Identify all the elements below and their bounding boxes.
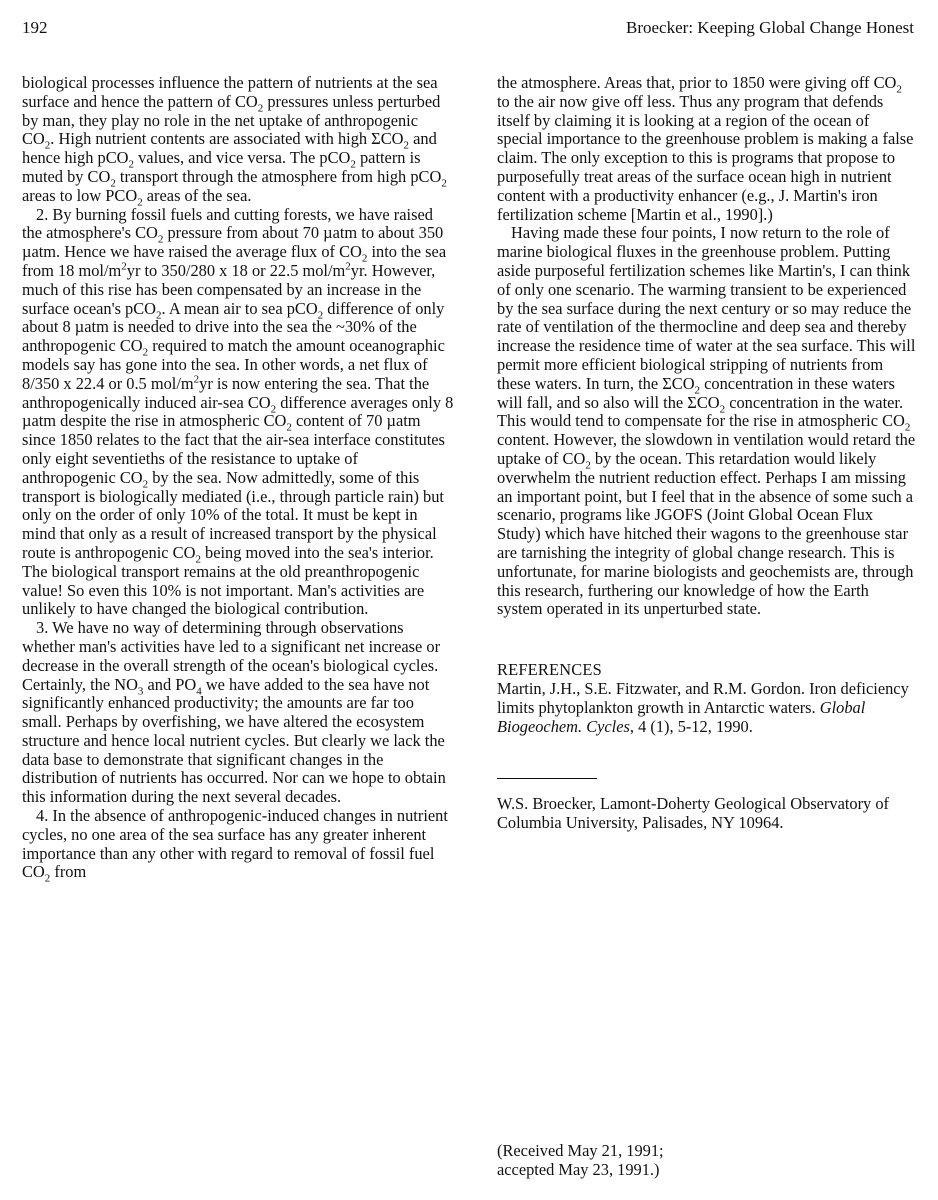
paragraph-continued: biological processes influence the pattern of nutrients at the sea surface and hence the pattern of $CO_2$ pressures unless perturbed by man, they play no role in the net uptake of anthropogenic $CO_2$. High nutrient contents are associated with high $\Sigma CO_2$ and hence high pCO$_2$ values, and vice versa. The pCO$_2$ pattern is muted by $CO_2$ transport through the atmosphere from high pCO$_2$ areas to low $PCO_2$ areas of the sea. [22, 73, 447, 209]
paragraph-scenario: Having made these four points, I now return to the role of marine biological fluxes in the greenhouse problem. Putting aside purposeful fertilization schemes like Martin's, I can think of only one scenario. The warming transient to be experienced by the sea surface during the next century or so may reduce the rate of ventilation of the thermocline and deep sea and thereby increase the residence time of water at the sea surface. This will permit more efficient biological stripping of nutrients from these waters. In turn, the $\Sigma CO_2$ concentration in these waters will fall, and so also will the $\Sigma CO_2$ concentration in the water. This would tend to compensate for the rise in atmospheric $CO_2$ content. However, the slowdown in ventilation would retard the uptake of $CO_2$ by the ocean. This retardation would likely overwhelm the nutrient reduction effect. Perhaps I am missing an important point, but I feel that in the absence of some such a scenario, programs like JGOFS (Joint Global Ocean Flux Study) which have hitched their wagons to the greenhouse star are tarnishing the integrity of global change research. This is unfortunate, for marine biologists and geochemists are, through this research, furthering our knowledge of how the Earth system operated in its unperturbed state. [497, 223, 916, 619]
paragraph-continued-right: the atmosphere. Areas that, prior to 1850 were giving off $CO_2$ to the air now give off less. Thus any program that defends itself by claiming it is looking at a region of the ocean of special importance to the greenhouse problem is making a false claim. The only exception to this is programs that propose to purposefully treat areas of the surface ocean high in nutrient content with a productivity enhancer (e.g., J. Martin's iron fertilization scheme [Martin et al., 1990].) [497, 73, 914, 224]
journal-title: Global Biogeochem. Cycles [497, 697, 866, 736]
received-dates: (Received May 21, 1991; accepted May 23, 1991.) [497, 1141, 664, 1179]
page-number: 192 [22, 18, 48, 37]
references-heading: REFERENCES [497, 660, 602, 680]
page-header [22, 18, 914, 40]
right-column [497, 74, 917, 833]
paragraph-point-4: 4. In the absence of anthropogenic-induced changes in nutrient cycles, no one area of the sea surface has any greater inherent importance than any other with regard to removal of fossil fuel $CO_2$ from [22, 806, 448, 885]
paragraph-point-2: 2. By burning fossil fuels and cutting forests, we have raised the atmosphere's $CO_2$ pressure from about 70 µatm to about 350 µatm. Hence we have raised the average flux of $CO_2$ into the sea from 18 mol/$m^2yr$ to 350/280 x 18 or 22.5 mol/$m^2yr$. However, much of this rise has been compensated by an increase in the surface ocean's pCO$_2$. A mean air to sea pCO$_2$ difference of only about 8 µatm is needed to drive into the sea the ~30% of the anthropogenic $CO_2$ required to match the amount oceanographic models say has gone into the sea. In other words, a net flux of 8/350 x 22.4 or 0.5 mol/$m^2yr$ is now entering the sea. That the anthropogenically induced air-sea $CO_2$ difference averages only 8 µatm despite the rise in atmospheric $CO_2$ content of 70 µatm since 1850 relates to the fact that the air-sea interface constitutes only eight seventieths of the resistance to uptake of anthropogenic $CO_2$ by the sea. Now admittedly, some of this transport is biologically mediated (i.e., through particle rain) but only on the order of only 10% of the total. It must be kept in mind that only as a result of increased transport by the physical route is anthropogenic $CO_2$ being moved into the sea's interior. The biological transport remains at the old preanthropogenic value! So even this 10% is not important. Man's activities are unlikely to have changed the biological contribution. [22, 204, 454, 619]
running-title: Broecker: Keeping Global Change Honest [626, 18, 914, 37]
author-affiliation: W.S. Broecker, Lamont-Doherty Geological Observatory of Columbia University, Palisades, NY 10964. [497, 794, 889, 833]
footnote-rule [497, 778, 597, 779]
left-column [22, 73, 454, 885]
reference-entry: Martin, J.H., S.E. Fitzwater, and R.M. Gordon. Iron deficiency limits phytoplankton growth in Antarctic waters. Global Biogeochem. Cycles, 4 (1), 5-12, 1990. [497, 678, 909, 736]
paragraph-point-3: 3. We have no way of determining through observations whether man's activities have led to a significant net increase or decrease in the overall strength of the ocean's biological cycles. Certainly, the $NO_3$ and $PO_4$ we have added to the sea have not significantly enhanced productivity; the amounts are far too small. Perhaps by overfishing, we have altered the ecosystem structure and hence local nutrient cycles. But clearly we lack the data base to demonstrate that significant changes in the distribution of nutrients has occurred. Nor can we hope to obtain this information during the next several decades. [22, 618, 446, 807]
